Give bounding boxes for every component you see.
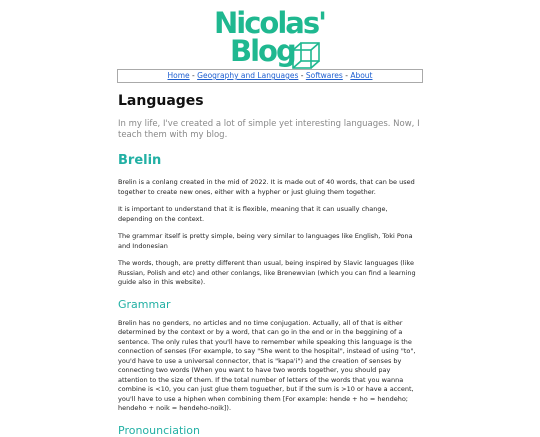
- top-navigation: [117, 69, 423, 83]
- logo-text-line2: Blog: [230, 34, 295, 68]
- intro-text: In my life, I've created a lot of simple yet interesting languages. Now, I teach them with my blog.: [118, 119, 420, 140]
- nav-geography-languages-link[interactable]: Geography and Languages: [197, 71, 299, 80]
- nav-separator: -: [189, 71, 198, 80]
- brelin-heading: Brelin: [118, 153, 162, 168]
- nav-home-link[interactable]: Home: [167, 71, 190, 80]
- main-content: [118, 83, 422, 437]
- page-title: Languages: [118, 93, 204, 109]
- brelin-paragraph-4: The words, though, are pretty different than usual, being inspired by Slavic languages (like Russian, Polish and etc) and other conlangs, like Brenewvian (which you can find a learning guide also in this website).: [118, 259, 416, 286]
- nav-softwares-link[interactable]: Softwares: [305, 71, 343, 80]
- nav-about-link[interactable]: About: [350, 71, 373, 80]
- logo-text-line1: Nicolas': [214, 6, 325, 40]
- nav-separator: -: [342, 71, 351, 80]
- pronounciation-heading: Pronounciation: [118, 423, 201, 437]
- brelin-paragraph-3: The grammar itself is pretty simple, being very similar to languages like English, Toki Pona and Indonesian: [118, 232, 413, 250]
- grammar-paragraph: Brelin has no genders, no articles and no time conjugation. Actually, all of that is either determined by the context or by a word, that can go in the end or in the beggining of a sentence. The only rules that you'll have to remember while speaking this language is the connection of senses (For example, to say "She went to the hospital", instead of using "to", you'd have to use a universal connector, that is "kapa'i") and the creation of senses by connecting two words (When you want to have two words together, you should pay attention to the size of them. If the total number of letters of the words that you wanna combine is <10, you can just glue them toguether, but if the sum is >10 or have a accent, you'll have to use a hiphen when combining them [For example: hende + ho = hendeho; hendeho + noik = hendeho-noik]).: [118, 318, 416, 412]
- cube-icon: [291, 41, 321, 71]
- grammar-heading: Grammar: [118, 297, 171, 311]
- nav-separator: -: [298, 71, 306, 80]
- brelin-paragraph-1: Brelin is a conlang created in the mid of 2022. It is made out of 40 words, that can be used together to create new ones, either with a hypher or just gluing them together.: [118, 178, 415, 196]
- site-logo[interactable]: [200, 6, 340, 66]
- brelin-paragraph-2: It is important to understand that it is flexible, meaning that it can usually change, depending on the context.: [118, 205, 388, 223]
